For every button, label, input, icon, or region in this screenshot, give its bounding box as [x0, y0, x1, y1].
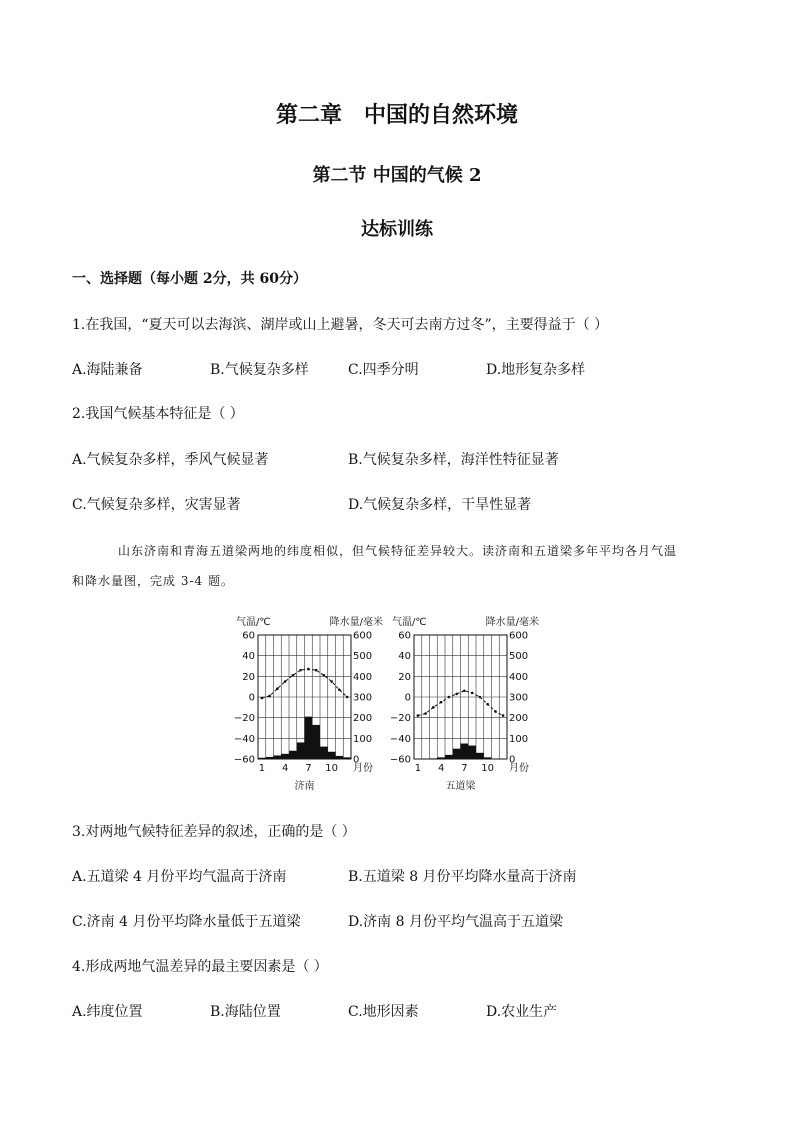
- question-1-option-c[interactable]: C.四季分明: [348, 362, 419, 378]
- question-4-option-d[interactable]: D.农业生产: [486, 1004, 558, 1020]
- question-3-option-d[interactable]: D.济南 8 月份平均气温高于五道梁: [348, 914, 563, 930]
- question-1-option-b[interactable]: B.气候复杂多样: [210, 362, 309, 378]
- month-tick-label: 7: [305, 763, 312, 774]
- material-line-2: 和降水量图，完成 3-4 题。: [72, 574, 234, 588]
- precipitation-bar: [445, 755, 453, 759]
- precipitation-axis-label: 降水量/毫米: [485, 617, 539, 628]
- precipitation-bar: [297, 742, 305, 759]
- temperature-point: [284, 680, 287, 683]
- month-tick-label: 7: [461, 763, 468, 774]
- temperature-tick-label: 40: [242, 651, 255, 663]
- month-unit-label: 月份: [353, 763, 373, 774]
- climate-charts-figure: [0, 605, 794, 805]
- precipitation-bar: [476, 753, 484, 759]
- temperature-tick-label: 20: [398, 671, 411, 683]
- precipitation-tick-label: 400: [509, 671, 529, 683]
- temperature-tick-label: 0: [404, 692, 411, 704]
- question-2-stem: 2.我国气候基本特征是（ ）: [72, 406, 244, 422]
- station-name: 济南: [294, 781, 315, 792]
- temperature-tick-label: −40: [389, 733, 411, 745]
- temperature-tick-label: 60: [398, 630, 411, 642]
- question-4-option-a[interactable]: A.纬度位置: [72, 1004, 143, 1020]
- precipitation-axis-label: 降水量/毫米: [329, 617, 383, 628]
- precipitation-tick-label: 0: [509, 754, 516, 766]
- question-4-option-c[interactable]: C.地形因素: [348, 1004, 419, 1020]
- temperature-point: [315, 669, 318, 672]
- question-2-option-d[interactable]: D.气候复杂多样，干旱性显著: [348, 497, 532, 513]
- month-tick-label: 10: [325, 763, 338, 774]
- precipitation-tick-label: 500: [509, 651, 529, 663]
- temperature-tick-label: −20: [389, 713, 411, 725]
- temperature-tick-label: −20: [233, 713, 255, 725]
- part-heading: 一、选择题（每小题 2分，共 60分）: [72, 271, 307, 287]
- question-4-stem: 4.形成两地气温差异的最主要因素是（ ）: [72, 959, 328, 975]
- precipitation-bar: [305, 717, 313, 759]
- temperature-axis-label: 气温/℃: [236, 617, 271, 628]
- precipitation-bar: [453, 749, 461, 759]
- section-title: 第二节 中国的气候 2: [312, 165, 482, 186]
- temperature-tick-label: 60: [242, 630, 255, 642]
- material-line-1: 山东济南和青海五道梁两地的纬度相似，但气候特征差异较大。读济南和五道梁多年平均各月气温: [118, 544, 678, 558]
- practice-title: 达标训练: [361, 219, 433, 240]
- chapter-title: [0, 98, 794, 129]
- temperature-point: [424, 712, 427, 715]
- temperature-point: [307, 668, 310, 671]
- precipitation-bar: [281, 754, 289, 759]
- precipitation-bar: [320, 747, 328, 759]
- chapter-name: 中国的自然环境: [364, 102, 519, 128]
- precipitation-bar: [468, 746, 476, 759]
- precipitation-tick-label: 400: [353, 671, 373, 683]
- question-2-option-c[interactable]: C.气候复杂多样，灾害显著: [72, 497, 241, 513]
- precipitation-tick-label: 0: [353, 754, 360, 766]
- precipitation-bar: [484, 757, 492, 759]
- temperature-tick-label: −60: [389, 754, 411, 766]
- precipitation-bar: [437, 757, 445, 759]
- question-2-option-a[interactable]: A.气候复杂多样，季风气候显著: [72, 452, 269, 468]
- precipitation-bar: [312, 725, 320, 759]
- temperature-point: [471, 692, 474, 695]
- month-unit-label: 月份: [509, 763, 529, 774]
- temperature-point: [261, 697, 264, 700]
- question-2-option-b[interactable]: B.气候复杂多样，海洋性特征显著: [348, 452, 559, 468]
- temperature-point: [463, 690, 466, 693]
- precipitation-tick-label: 100: [353, 733, 373, 745]
- chapter-label: 第二章: [275, 102, 342, 128]
- precipitation-bar: [430, 758, 438, 759]
- temperature-tick-label: −60: [233, 754, 255, 766]
- temperature-point: [502, 714, 505, 717]
- temperature-point: [440, 701, 443, 704]
- question-3-stem: 3.对两地气候特征差异的叙述，正确的是（ ）: [72, 824, 356, 840]
- precipitation-bar: [461, 744, 469, 760]
- question-3-option-c[interactable]: C.济南 4 月份平均降水量低于五道梁: [72, 914, 301, 930]
- temperature-point: [268, 695, 271, 698]
- temperature-tick-label: 20: [242, 671, 255, 683]
- temperature-point: [338, 688, 341, 691]
- temperature-point: [448, 696, 451, 699]
- question-1-option-d[interactable]: D.地形复杂多样: [486, 362, 586, 378]
- month-tick-label: 10: [481, 763, 494, 774]
- month-tick-label: 4: [281, 763, 289, 774]
- temperature-point: [494, 710, 497, 713]
- temperature-point: [479, 696, 482, 699]
- question-1-option-a[interactable]: A.海陆兼备: [72, 362, 143, 378]
- temperature-point: [455, 693, 458, 696]
- question-3-option-b[interactable]: B.五道梁 8 月份平均降水量高于济南: [348, 869, 577, 885]
- temperature-tick-label: −40: [233, 733, 255, 745]
- precipitation-tick-label: 100: [509, 733, 529, 745]
- precipitation-tick-label: 200: [509, 713, 529, 725]
- precipitation-tick-label: 500: [353, 651, 373, 663]
- question-4-option-b[interactable]: B.海陆位置: [210, 1004, 281, 1020]
- precipitation-tick-label: 600: [353, 630, 373, 642]
- precipitation-tick-label: 300: [353, 692, 373, 704]
- temperature-point: [292, 674, 295, 677]
- temperature-axis-label: 气温/℃: [392, 617, 427, 628]
- precipitation-tick-label: 200: [353, 713, 373, 725]
- precipitation-bar: [266, 757, 274, 759]
- temperature-tick-label: 40: [398, 651, 411, 663]
- precipitation-bar: [274, 755, 282, 759]
- temperature-point: [432, 706, 435, 709]
- precipitation-bar: [258, 758, 266, 759]
- station-name: 五道梁: [445, 781, 476, 792]
- temperature-point: [323, 674, 326, 677]
- temperature-point: [486, 703, 489, 706]
- question-3-option-a[interactable]: A.五道梁 4 月份平均气温高于济南: [72, 869, 287, 885]
- month-tick-label: 1: [258, 763, 266, 774]
- temperature-point: [276, 687, 279, 690]
- precipitation-bar: [336, 756, 344, 759]
- temperature-point: [299, 669, 302, 672]
- question-1-stem: 1.在我国，“夏天可以去海滨、湖岸或山上避暑，冬天可去南方过冬”，主要得益于（ ）: [72, 317, 609, 333]
- temperature-tick-label: 0: [248, 692, 255, 704]
- temperature-point: [346, 696, 349, 699]
- precipitation-tick-label: 300: [509, 692, 529, 704]
- precipitation-tick-label: 600: [509, 630, 529, 642]
- month-tick-label: 1: [414, 763, 422, 774]
- precipitation-bar: [289, 751, 297, 759]
- precipitation-bar: [343, 757, 351, 759]
- temperature-point: [417, 714, 420, 717]
- precipitation-bar: [328, 752, 336, 759]
- temperature-point: [330, 680, 333, 683]
- month-tick-label: 4: [437, 763, 445, 774]
